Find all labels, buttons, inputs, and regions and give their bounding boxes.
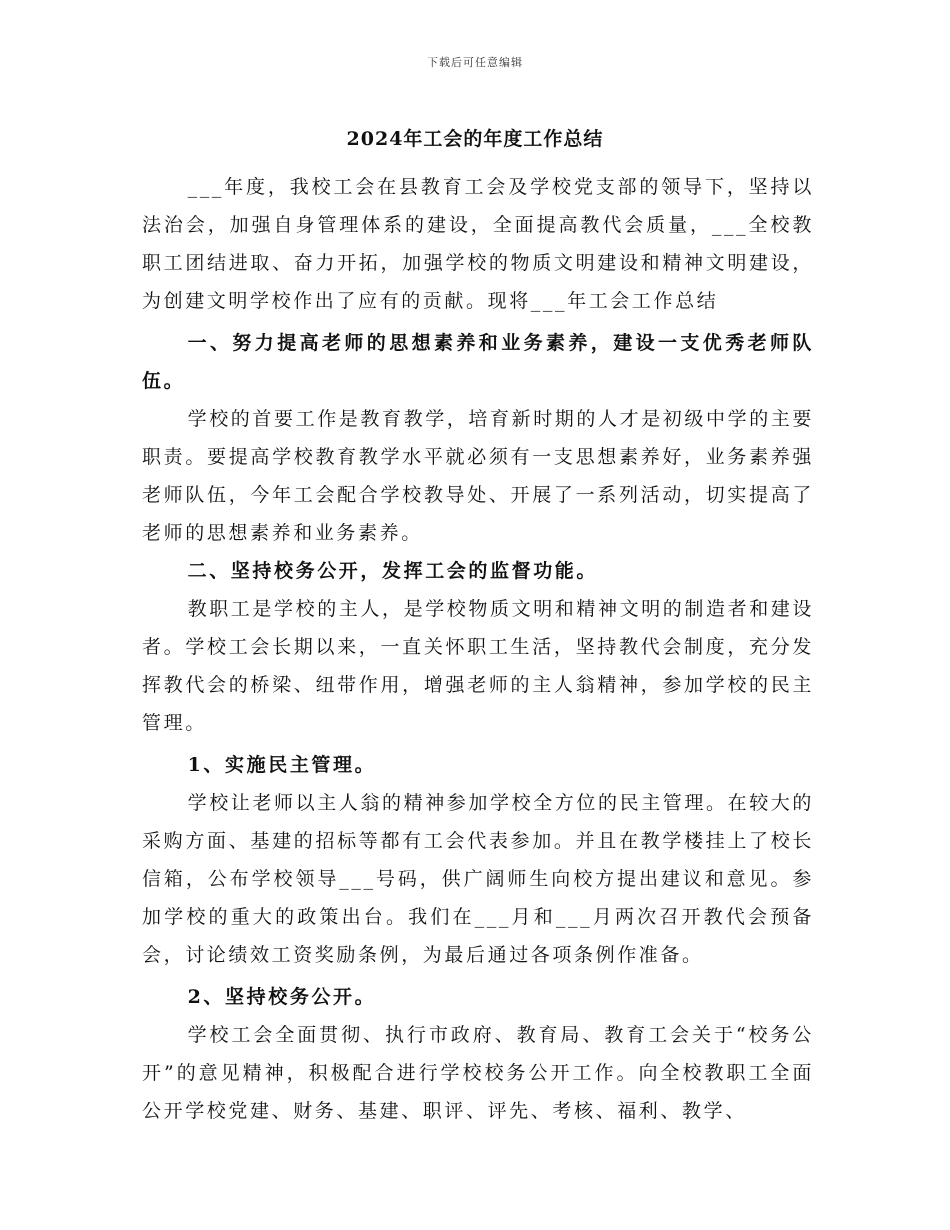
document-body xyxy=(142,168,814,1130)
document-title: 2024年工会的年度工作总结 xyxy=(346,128,604,150)
section-2-paragraph: 教职工是学校的主人，是学校物质文明和精神文明的制造者和建设者。学校工会长期以来，一直关怀职工生活，坚持教代会制度，充分发挥教代会的桥梁、纽带作用，增强老师的主人翁精神，参加学校的民主管理。 xyxy=(142,598,814,734)
section-1-paragraph: 学校的首要工作是教育教学，培育新时期的人才是初级中学的主要职责。要提高学校教育教学水平就必须有一支思想素养好，业务素养强老师队伍，今年工会配合学校教导处、开展了一系列活动，切实提高了老师的思想素养和业务素养。 xyxy=(142,408,814,544)
page-header-note: 下载后可任意编辑 xyxy=(427,56,523,69)
intro-paragraph: ___年度，我校工会在县教育工会及学校党支部的领导下，坚持以法治会，加强自身管理体系的建设，全面提高教代会质量，___全校教职工团结进取、奋力开拓，加强学校的物质文明建设和精神文明建设，为创建文明学校作出了应有的贡献。现将___年工会工作总结 xyxy=(142,176,814,312)
section-heading-1: 一、努力提高老师的思想素养和业务素养，建设一支优秀老师队伍。 xyxy=(142,332,814,392)
subsection-heading-2: 2、坚持校务公开。 xyxy=(187,986,377,1008)
subsection-2-paragraph: 学校工会全面贯彻、执行市政府、教育局、教育工会关于“校务公开”的意见精神，积极配合进行学校校务公开工作。向全校教职工全面公开学校党建、财务、基建、职评、评先、考核、福利、教学、 xyxy=(142,1024,814,1122)
section-heading-2: 二、坚持校务公开，发挥工会的监督功能。 xyxy=(187,560,598,582)
subsection-1-paragraph: 学校让老师以主人翁的精神参加学校全方位的民主管理。在较大的采购方面、基建的招标等都有工会代表参加。并且在教学楼挂上了校长信箱，公布学校领导___号码，供广阔师生向校方提出建议和意见。参加学校的重大的政策出台。我们在___月和___月两次召开教代会预备会，讨论绩效工资奖励条例，为最后通过各项条例作准备。 xyxy=(142,792,814,966)
subsection-heading-1: 1、实施民主管理。 xyxy=(187,754,377,776)
